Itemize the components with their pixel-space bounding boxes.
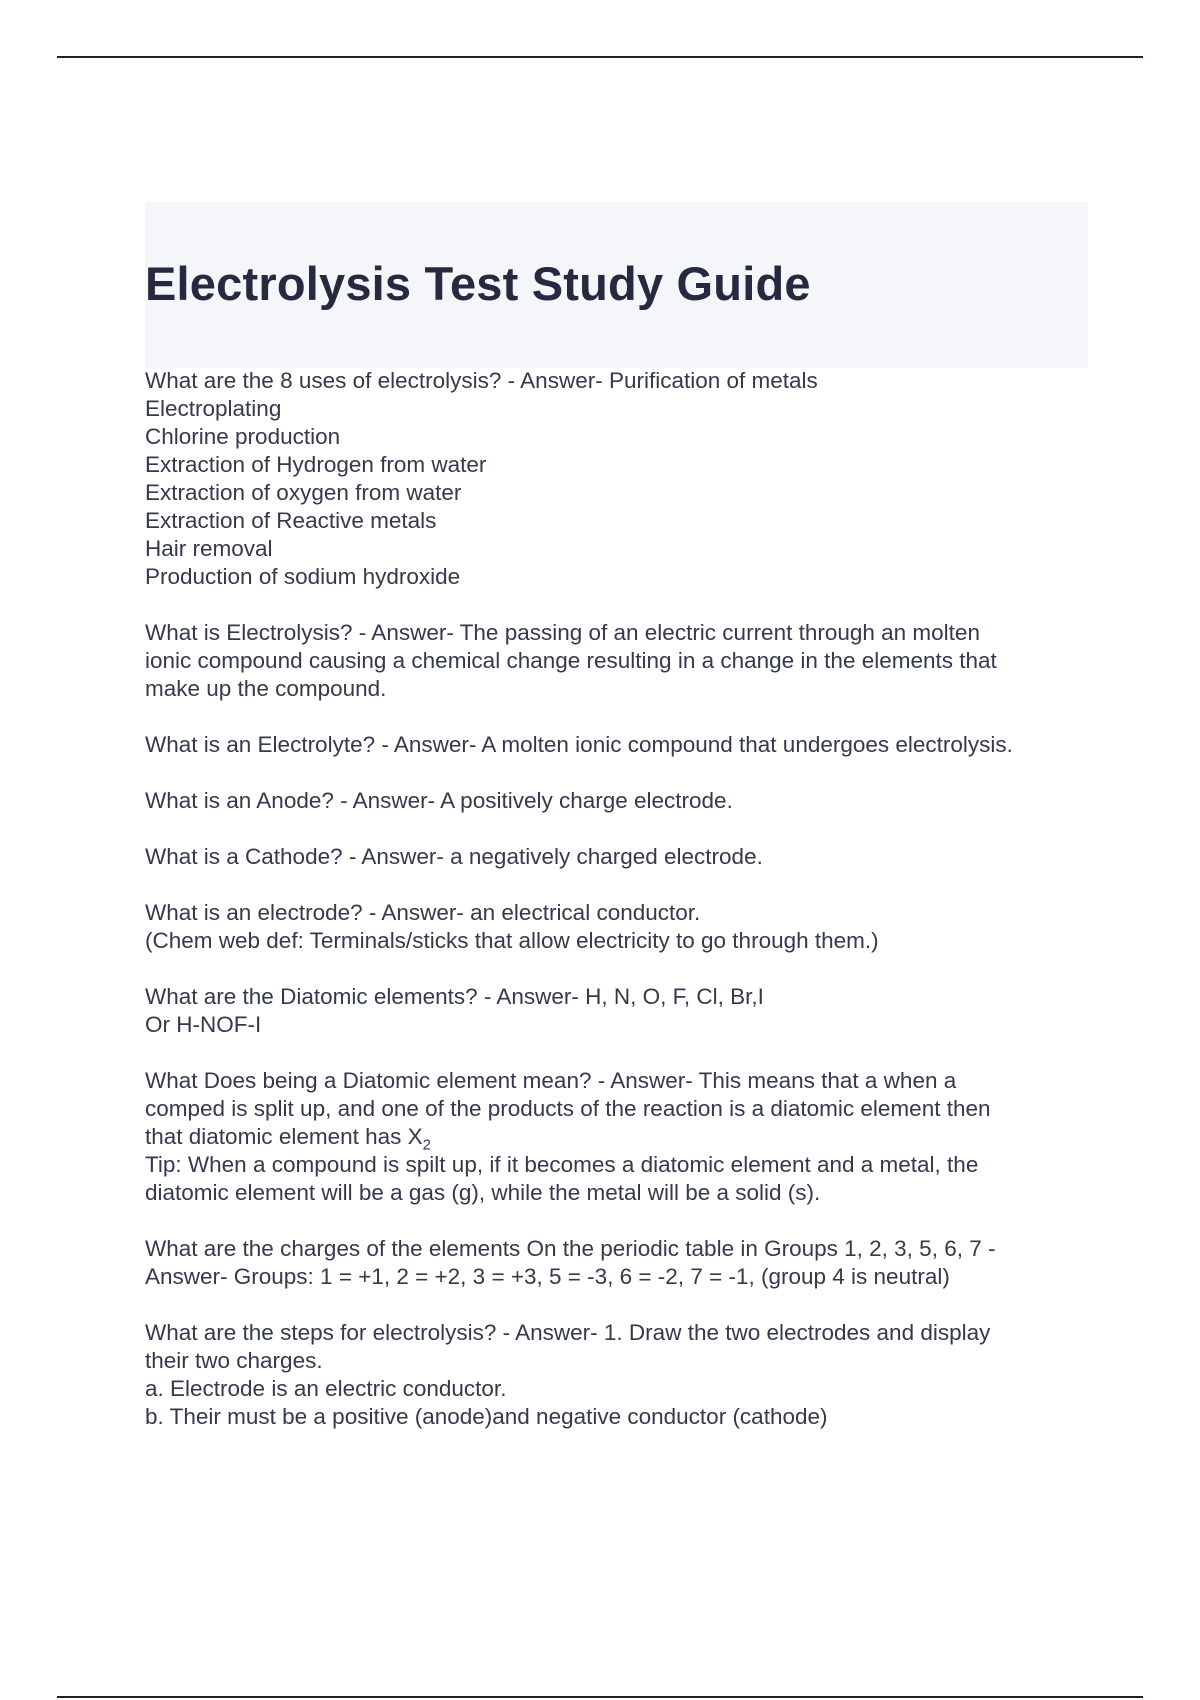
use-item: Extraction of Hydrogen from water	[145, 452, 487, 477]
tip-line: diatomic element will be a gas (g), while the metal will be a solid (s).	[145, 1180, 821, 1205]
qa-electrode	[145, 899, 1095, 955]
text-line: (Chem web def: Terminals/sticks that allow electricity to go through them.)	[145, 928, 879, 953]
qa-electrolyte	[145, 731, 1095, 759]
text-line: What is a Cathode? - Answer- a negatively charged electrode.	[145, 844, 763, 869]
qa-diatomic-elements	[145, 983, 1095, 1039]
study-guide-content	[145, 367, 1095, 1459]
use-item: Electroplating	[145, 396, 282, 421]
text-line: What is an Electrolyte? - Answer- A molten ionic compound that undergoes electrolysis.	[145, 732, 1013, 757]
qa-diatomic-meaning	[145, 1067, 1095, 1207]
text-line: What Does being a Diatomic element mean? - Answer- This means that a when a	[145, 1068, 957, 1093]
qa-uses-of-electrolysis	[145, 367, 1095, 591]
text-line: a. Electrode is an electric conductor.	[145, 1376, 507, 1401]
x2-line	[145, 1123, 1095, 1154]
top-rule	[57, 56, 1143, 58]
text-line: ionic compound causing a chemical change resulting in a change in the elements that	[145, 648, 997, 673]
text-line: b. Their must be a positive (anode)and negative conductor (cathode)	[145, 1404, 828, 1429]
qa-anode	[145, 787, 1095, 815]
use-item: Hair removal	[145, 536, 273, 561]
tip-line: Tip: When a compound is spilt up, if it becomes a diatomic element and a metal, the	[145, 1152, 979, 1177]
question-uses: What are the 8 uses of electrolysis? - Answer- Purification of metals	[145, 368, 818, 393]
qa-what-is-electrolysis	[145, 619, 1095, 703]
x2-prefix: that diatomic element has X	[145, 1124, 423, 1149]
text-line: What are the charges of the elements On the periodic table in Groups 1, 2, 3, 5, 6, 7 -	[145, 1236, 996, 1261]
text-line: Answer- Groups: 1 = +1, 2 = +2, 3 = +3, 5 = -3, 6 = -2, 7 = -1, (group 4 is neutral)	[145, 1264, 950, 1289]
bottom-rule	[57, 1696, 1143, 1698]
x2-subscript: 2	[422, 1136, 431, 1154]
qa-group-charges	[145, 1235, 1095, 1291]
use-item: Chlorine production	[145, 424, 341, 449]
qa-cathode	[145, 843, 1095, 871]
text-line: What is Electrolysis? - Answer- The passing of an electric current through an molten	[145, 620, 980, 645]
use-item: Production of sodium hydroxide	[145, 564, 461, 589]
use-item: Extraction of Reactive metals	[145, 508, 437, 533]
text-line: What is an electrode? - Answer- an electrical conductor.	[145, 900, 701, 925]
text-line: Or H-NOF-I	[145, 1012, 262, 1037]
document-title: Electrolysis Test Study Guide	[145, 257, 811, 310]
text-line: their two charges.	[145, 1348, 323, 1373]
text-line: What are the Diatomic elements? - Answer- H, N, O, F, Cl, Br,I	[145, 984, 764, 1009]
text-line: What is an Anode? - Answer- A positively charge electrode.	[145, 788, 733, 813]
qa-electrolysis-steps	[145, 1319, 1095, 1431]
text-line: What are the steps for electrolysis? - Answer- 1. Draw the two electrodes and display	[145, 1320, 991, 1345]
text-line: make up the compound.	[145, 676, 387, 701]
text-line: comped is split up, and one of the products of the reaction is a diatomic element then	[145, 1096, 991, 1121]
use-item: Extraction of oxygen from water	[145, 480, 462, 505]
